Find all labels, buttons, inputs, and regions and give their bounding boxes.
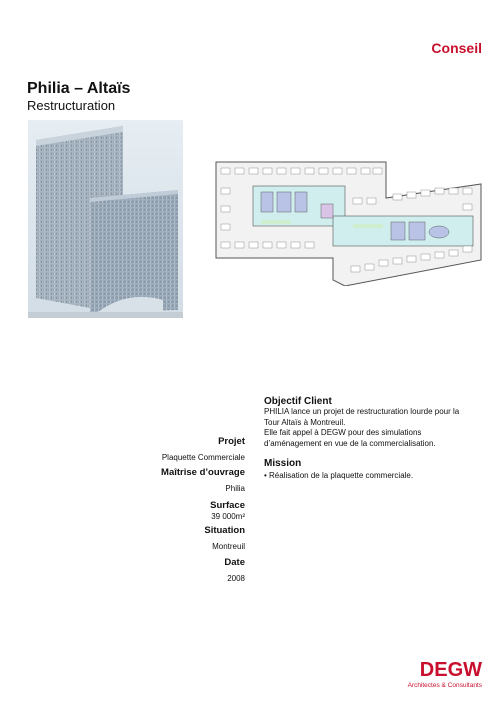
detail-label-surface: Surface	[210, 500, 245, 511]
logo-tagline: Architectes & Consultants	[407, 682, 482, 689]
category-label: Conseil	[431, 40, 482, 56]
detail-value-date: 2008	[227, 574, 245, 583]
mission-line: • Réalisation de la plaquette commerciale.	[264, 471, 414, 480]
project-title: Philia – Altaïs	[27, 80, 131, 97]
objective-line: d’aménagement en vue de la commercialisation.	[264, 438, 436, 448]
mission-text	[264, 471, 479, 482]
objective-text	[264, 407, 479, 449]
detail-label-situation: Situation	[204, 525, 245, 536]
objective-line: PHILIA lance un projet de restructuration lourde pour la	[264, 407, 460, 416]
floor-plan	[213, 158, 484, 286]
detail-label-date: Date	[224, 557, 245, 568]
detail-label-projet: Projet	[218, 436, 245, 447]
objective-line: Elle fait appel à DEGW pour des simulations	[264, 428, 422, 437]
detail-value-projet: Plaquette Commerciale	[161, 453, 245, 462]
project-subtitle: Restructuration	[27, 98, 116, 113]
tower-photo	[28, 120, 183, 318]
logo-text: DEGW	[419, 659, 482, 679]
detail-value-surface: 39 000m²	[211, 512, 245, 521]
detail-label-maitrise: Maîtrise d’ouvrage	[161, 467, 245, 478]
objective-heading: Objectif Client	[264, 396, 332, 407]
detail-value-maitrise: Philia	[225, 484, 245, 493]
objective-line: Tour Altaïs à Montreuil.	[264, 417, 346, 427]
mission-heading: Mission	[264, 458, 302, 469]
detail-value-situation: Montreuil	[212, 542, 245, 551]
degw-logo	[400, 659, 482, 679]
